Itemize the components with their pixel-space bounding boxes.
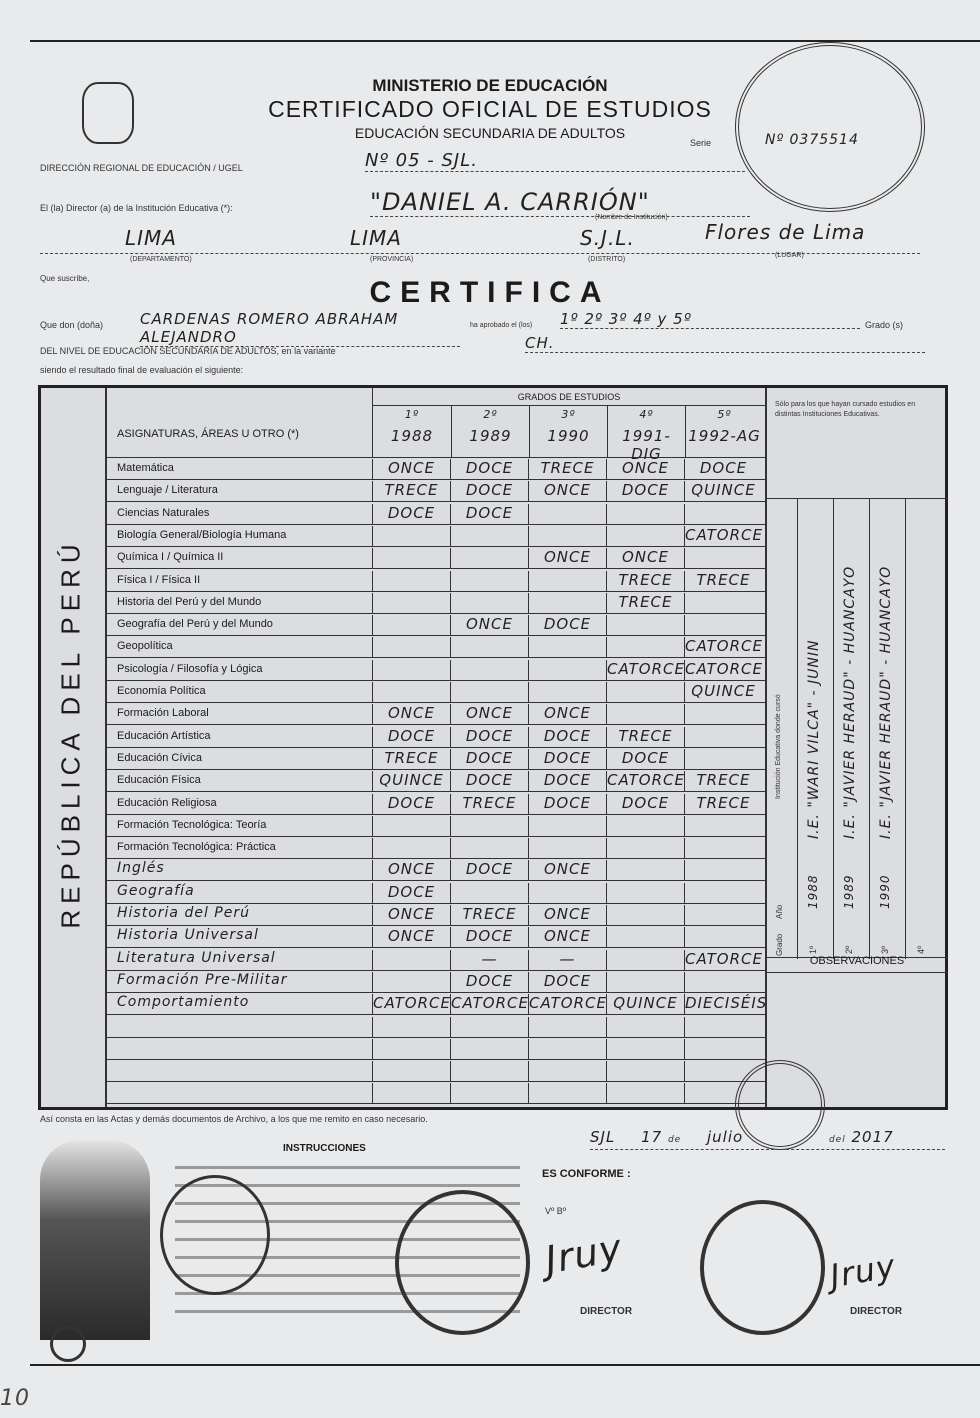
vobo-label: Vº Bº <box>545 1206 567 1216</box>
grade-cell: QUINCE <box>606 994 684 1015</box>
grade-cell: CATORCE <box>606 660 684 681</box>
grade-cell: DOCE <box>528 615 606 636</box>
institution-grade: 4º <box>916 945 926 954</box>
grade-year: 1988 <box>390 427 434 445</box>
subject-name: Inglés <box>117 860 165 877</box>
grade-cell: ONCE <box>450 615 528 636</box>
table-row <box>107 793 765 815</box>
page-number: 10 <box>0 1386 30 1411</box>
grade-cell: — <box>450 950 528 971</box>
grade-year: 1991-DIG <box>622 427 671 463</box>
table-row <box>107 926 765 948</box>
grados-header-label: GRADOS DE ESTUDIOS <box>373 388 765 406</box>
grade-cell <box>684 615 762 636</box>
date-year: 2017 <box>851 1128 894 1146</box>
institution-name: I.E. "JAVIER HERAUD" - HUANCAYO <box>842 565 858 839</box>
table-row <box>107 503 765 525</box>
empty-cell <box>606 1061 684 1082</box>
grade-cell <box>372 660 450 681</box>
institution-grade: 1º <box>808 945 818 954</box>
empty-cell <box>450 1017 528 1038</box>
grade-label: 1º <box>404 408 420 421</box>
grade-cell: DIECISÉIS <box>684 994 762 1015</box>
grade-cell <box>606 682 684 703</box>
grade-cell: ONCE <box>528 860 606 881</box>
table-row <box>107 592 765 614</box>
subject-name: Ciencias Naturales <box>117 506 210 519</box>
student-name: CARDENAS ROMERO ABRAHAM ALEJANDRO <box>140 310 460 347</box>
grade-cell <box>684 593 762 614</box>
subject-name: Historia del Perú <box>117 905 250 921</box>
grade-cell <box>684 504 762 525</box>
grade-cell <box>528 883 606 904</box>
grade-cell <box>450 838 528 859</box>
institution-name: I.E. "JAVIER HERAUD" - HUANCAYO <box>878 565 894 839</box>
subject-name: Física I / Física II <box>117 573 201 586</box>
grade-label: 4º <box>639 408 654 421</box>
date-month: julio <box>707 1128 744 1146</box>
grade-cell: CATORCE <box>684 637 762 658</box>
subject-name: Educación Religiosa <box>117 796 217 809</box>
institution-column <box>905 499 941 959</box>
grade-cell <box>606 950 684 971</box>
institution-name: "DANIEL A. CARRIÓN" <box>370 188 750 217</box>
grade-cell <box>450 660 528 681</box>
grade-cell <box>684 927 762 948</box>
grade-cell: DOCE <box>684 459 762 480</box>
grade-cell <box>606 615 684 636</box>
student-photo <box>40 1140 150 1340</box>
grade-cell: QUINCE <box>684 682 762 703</box>
table-row <box>107 971 765 993</box>
table-row <box>107 1060 765 1082</box>
grade-cell <box>372 526 450 547</box>
table-row <box>107 904 765 926</box>
photo-stamp <box>160 1175 270 1295</box>
table-row <box>107 859 765 881</box>
table-row <box>107 882 765 904</box>
institution-year: 1988 <box>806 874 820 909</box>
subject-name: Educación Cívica <box>117 751 202 764</box>
grade-cell: TRECE <box>684 771 762 792</box>
grade-cell <box>450 682 528 703</box>
document-title: CERTIFICADO OFICIAL DE ESTUDIOS <box>268 96 712 122</box>
grade-cell: DOCE <box>450 481 528 502</box>
observaciones-label: OBSERVACIONES <box>767 951 947 973</box>
grade-cell: ONCE <box>606 548 684 569</box>
grade-cell: TRECE <box>372 749 450 770</box>
anio-label: Año <box>775 904 784 919</box>
grade-cell <box>372 571 450 592</box>
table-row <box>107 1082 765 1104</box>
provincia: LIMA <box>350 226 402 250</box>
grade-cell <box>606 860 684 881</box>
seal-icon <box>50 1326 86 1362</box>
table-row <box>107 726 765 748</box>
grade-cell: TRECE <box>450 794 528 815</box>
grade-cell: DOCE <box>372 883 450 904</box>
table-row <box>107 815 765 837</box>
serie-value: Nº 0375514 <box>765 132 859 148</box>
table-header <box>107 388 765 463</box>
grade-cell: DOCE <box>528 794 606 815</box>
table-row <box>107 659 765 681</box>
grade-cell <box>372 972 450 993</box>
grade-cell: ONCE <box>372 459 450 480</box>
grade-cell <box>450 571 528 592</box>
grade-cell: DOCE <box>450 727 528 748</box>
student-grades: 1º 2º 3º 4º y 5º <box>560 310 860 329</box>
grade-cell <box>528 660 606 681</box>
grade-col-header <box>685 406 763 458</box>
institution-year: 1990 <box>878 874 892 909</box>
empty-cell <box>372 1017 450 1038</box>
director-1-label: DIRECTOR <box>580 1306 633 1317</box>
subject-name: Literatura Universal <box>117 949 276 966</box>
table-row <box>107 1016 765 1038</box>
grade-cell <box>528 526 606 547</box>
grade-cell <box>684 972 762 993</box>
grade-cell: DOCE <box>450 749 528 770</box>
grade-cell: CATORCE <box>450 994 528 1015</box>
table-row <box>107 748 765 770</box>
director-label: El (la) Director (a) de la Institución Educativa (*): <box>40 203 233 213</box>
grade-cell <box>450 816 528 837</box>
grade-year: 1992-AG <box>688 427 761 445</box>
grade-cell <box>372 615 450 636</box>
subject-name: Educación Artística <box>117 729 211 742</box>
grade-cell: ONCE <box>528 704 606 725</box>
grade-year: 1989 <box>469 427 512 445</box>
departamento-label: (DEPARTAMENTO) <box>130 256 192 263</box>
republic-label: REPÚBLICA DEL PERÚ <box>55 538 86 929</box>
grade-cell <box>528 682 606 703</box>
grade-cell <box>372 838 450 859</box>
grade-cell: DOCE <box>450 927 528 948</box>
grade-cell <box>606 905 684 926</box>
grade-cell: ONCE <box>372 905 450 926</box>
grade-cell: DOCE <box>372 794 450 815</box>
signature-1: Jruy <box>541 1225 626 1283</box>
provincia-label: (PROVINCIA) <box>370 256 414 263</box>
grade-cell: ONCE <box>372 927 450 948</box>
grade-cell: QUINCE <box>684 481 762 502</box>
grade-cell: DOCE <box>606 481 684 502</box>
grade-cell: DOCE <box>528 749 606 770</box>
empty-cell <box>372 1039 450 1060</box>
table-row <box>107 681 765 703</box>
grade-cell: CATORCE <box>606 771 684 792</box>
grade-cell <box>450 593 528 614</box>
del-label: del <box>828 1135 846 1145</box>
grade-col-header <box>373 406 451 458</box>
subject-name: Historia del Perú y del Mundo <box>117 595 262 608</box>
student-prefix: Que don (doña) <box>40 320 104 330</box>
grade-cell <box>528 816 606 837</box>
es-conforme: ES CONFORME : <box>542 1168 631 1180</box>
grade-cell: DOCE <box>450 504 528 525</box>
empty-cell <box>450 1083 528 1104</box>
ministry: MINISTERIO DE EDUCACIÓN <box>372 76 608 95</box>
resultado-line: siendo el resultado final de evaluación el siguiente: <box>40 365 244 375</box>
table-row <box>107 703 765 725</box>
institution-grade: 2º <box>844 945 854 954</box>
grade-cell <box>372 950 450 971</box>
subject-name: Historia Universal <box>117 927 259 944</box>
variante: CH. <box>525 334 925 353</box>
instrucciones-heading: INSTRUCCIONES <box>283 1143 366 1154</box>
grade-cell <box>684 838 762 859</box>
grade-cell: ONCE <box>450 704 528 725</box>
grade-cell: DOCE <box>528 727 606 748</box>
grade-cell: ONCE <box>372 860 450 881</box>
empty-cell <box>528 1083 606 1104</box>
student-mid: ha aprobado el (los) <box>470 322 533 329</box>
grade-cell <box>528 838 606 859</box>
grade-cell <box>606 504 684 525</box>
grade-cell <box>606 637 684 658</box>
subject-name: Geografía <box>117 882 195 899</box>
empty-cell <box>684 1017 762 1038</box>
grade-cell <box>606 704 684 725</box>
grado-suffix: Grado (s) <box>865 320 904 330</box>
subject-name: Geopolítica <box>117 640 173 653</box>
grade-cell: QUINCE <box>372 771 450 792</box>
grade-cell: DOCE <box>528 972 606 993</box>
grade-cell <box>606 972 684 993</box>
grade-col-header <box>451 406 529 458</box>
grado-label: Grado <box>775 933 784 956</box>
consta-text: Así consta en las Actas y demás documentos de Archivo, a los que me remito en caso necesario. <box>40 1114 428 1124</box>
grade-cell <box>684 727 762 748</box>
distrito-label: (DISTRITO) <box>588 256 626 263</box>
grade-cell: CATORCE <box>684 660 762 681</box>
grade-cell <box>450 637 528 658</box>
grade-cell: DOCE <box>528 771 606 792</box>
grade-cell: DOCE <box>450 771 528 792</box>
grade-cell: ONCE <box>528 927 606 948</box>
grade-cell: TRECE <box>606 571 684 592</box>
institutions-box <box>767 498 947 958</box>
grade-cell: CATORCE <box>528 994 606 1015</box>
table-row <box>107 837 765 859</box>
grade-cell: CATORCE <box>372 994 450 1015</box>
grade-cell <box>684 860 762 881</box>
grade-cell: CATORCE <box>684 526 762 547</box>
grade-cell: DOCE <box>450 972 528 993</box>
grade-cell: TRECE <box>684 794 762 815</box>
dre-label: DIRECCIÓN REGIONAL DE EDUCACIÓN / UGEL <box>40 163 243 173</box>
grade-cell: DOCE <box>606 794 684 815</box>
director-2-label: DIRECTOR <box>850 1306 903 1317</box>
nivel-line: DEL NIVEL DE EDUCACIÓN SECUNDARIA DE ADULTOS, en la variante <box>40 346 336 356</box>
subject-name: Biología General/Biología Humana <box>117 528 287 541</box>
grade-cell <box>684 816 762 837</box>
subject-name: Geografía del Perú y del Mundo <box>117 618 273 631</box>
grade-cell: CATORCE <box>684 950 762 971</box>
grade-cell <box>684 749 762 770</box>
table-row <box>107 525 765 547</box>
subject-name: Psicología / Filosofía y Lógica <box>117 662 263 675</box>
grade-cell: ONCE <box>606 459 684 480</box>
grade-cell: TRECE <box>528 459 606 480</box>
grade-year: 1990 <box>547 427 590 445</box>
subject-name: Química I / Química II <box>117 551 224 564</box>
empty-cell <box>450 1039 528 1060</box>
institution-column <box>833 499 869 959</box>
empty-cell <box>606 1017 684 1038</box>
signature-2: Jruy <box>827 1246 899 1296</box>
empty-cell <box>528 1061 606 1082</box>
grade-col-header <box>607 406 685 463</box>
grade-cell <box>372 637 450 658</box>
empty-cell <box>606 1039 684 1060</box>
grade-cell <box>528 504 606 525</box>
grade-cell: TRECE <box>606 593 684 614</box>
grade-cell <box>606 816 684 837</box>
subjects-header: ASIGNATURAS, ÁREAS U OTRO (*) <box>117 428 299 440</box>
serie-label: Serie <box>690 138 712 148</box>
grade-cell: ONCE <box>528 481 606 502</box>
empty-cell <box>528 1017 606 1038</box>
grade-cell <box>606 526 684 547</box>
grade-cell: ONCE <box>372 704 450 725</box>
certifica-heading: CERTIFICA <box>369 276 611 309</box>
departamento: LIMA <box>125 226 177 250</box>
grade-cell <box>606 838 684 859</box>
republic-strip <box>41 388 107 1107</box>
table-row <box>107 570 765 592</box>
document-subtitle: EDUCACIÓN SECUNDARIA DE ADULTOS <box>354 125 626 141</box>
grade-cell: ONCE <box>528 905 606 926</box>
grade-cell: DOCE <box>450 860 528 881</box>
grade-cell <box>450 548 528 569</box>
lugar: Flores de Lima <box>705 220 866 244</box>
institution-column <box>869 499 905 959</box>
table-row <box>107 770 765 792</box>
notary-stamp <box>735 42 925 212</box>
institution-name: I.E. "WARI VILCA" - JUNIN <box>806 639 822 839</box>
empty-cell <box>528 1039 606 1060</box>
subject-name: Educación Física <box>117 774 201 787</box>
grade-cell <box>372 593 450 614</box>
table-row <box>107 949 765 971</box>
date-place: SJL <box>590 1128 616 1146</box>
subject-name: Matemática <box>117 462 174 474</box>
date-line <box>590 1128 945 1150</box>
subject-name: Formación Tecnológica: Práctica <box>117 841 276 854</box>
director-stamp <box>700 1200 825 1335</box>
grade-cell: TRECE <box>450 905 528 926</box>
grade-cell <box>684 548 762 569</box>
grade-cell: DOCE <box>450 459 528 480</box>
bottom-border <box>30 1364 980 1366</box>
grades-table <box>38 385 948 1110</box>
grade-label: 5º <box>717 408 732 421</box>
institution-column <box>797 499 833 959</box>
empty-cell <box>606 1083 684 1104</box>
ugel-stamp <box>395 1190 530 1335</box>
grade-cell <box>450 883 528 904</box>
que-suscribe: Que suscribe, <box>40 274 90 283</box>
grade-cell: TRECE <box>606 727 684 748</box>
institution-year: 1989 <box>842 874 856 909</box>
grade-cell <box>684 883 762 904</box>
table-row <box>107 458 765 480</box>
grade-label: 2º <box>483 408 498 421</box>
empty-cell <box>684 1039 762 1060</box>
table-row <box>107 993 768 1015</box>
subject-name: Formación Laboral <box>117 707 209 720</box>
grade-cell <box>606 883 684 904</box>
grade-cell: TRECE <box>372 481 450 502</box>
table-row <box>107 636 765 658</box>
right-panel <box>765 388 945 1107</box>
grade-cell <box>528 593 606 614</box>
grade-cell: — <box>528 950 606 971</box>
grades-header <box>372 388 765 463</box>
table-row <box>107 1038 765 1060</box>
empty-cell <box>372 1061 450 1082</box>
subject-name: Comportamiento <box>117 994 250 1011</box>
date-day: 17 <box>641 1128 663 1146</box>
lugar-label: (LUGAR) <box>775 252 804 259</box>
subject-name: Economía Política <box>117 685 206 697</box>
de-label: de <box>667 1135 682 1145</box>
table-row <box>107 614 765 636</box>
grade-cell <box>450 526 528 547</box>
table-row <box>107 547 765 569</box>
right-panel-note: Sólo para los que hayan cursado estudios en distintas Instituciones Educativas. <box>775 401 916 418</box>
grade-cell <box>684 905 762 926</box>
grade-cell <box>684 704 762 725</box>
grade-label: 3º <box>561 408 576 421</box>
grade-cell <box>606 927 684 948</box>
grade-cell <box>372 548 450 569</box>
grade-cell <box>372 816 450 837</box>
institution-grade: 3º <box>880 945 890 954</box>
table-row <box>107 480 765 502</box>
grade-cell <box>372 682 450 703</box>
institution-col-header: Institución Educativa donde cursó <box>775 694 782 799</box>
empty-cell <box>372 1083 450 1104</box>
grade-cell: DOCE <box>372 504 450 525</box>
distrito: S.J.L. <box>580 226 635 250</box>
grade-cell <box>528 571 606 592</box>
empty-cell <box>450 1061 528 1082</box>
grade-cell: DOCE <box>606 749 684 770</box>
grade-cell: ONCE <box>528 548 606 569</box>
subject-name: Lenguaje / Literatura <box>117 484 218 497</box>
subject-name: Formación Pre-Militar <box>117 971 288 988</box>
institution-caption: (Nombre de Institución) <box>595 214 668 221</box>
grade-cell <box>528 637 606 658</box>
grade-cell: DOCE <box>372 727 450 748</box>
subject-name: Formación Tecnológica: Teoría <box>117 818 267 831</box>
grade-col-header <box>529 406 607 458</box>
grade-cell: TRECE <box>684 571 762 592</box>
dre-value: Nº 05 - SJL. <box>365 150 745 172</box>
